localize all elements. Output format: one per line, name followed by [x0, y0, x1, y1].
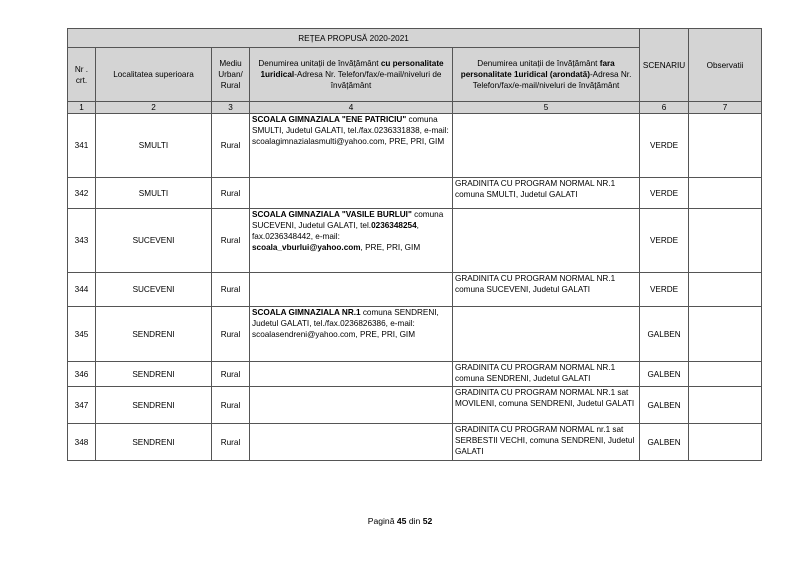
row-unit-with-legal-personality	[250, 273, 453, 307]
row-scenario: VERDE	[640, 209, 689, 273]
row-scenario: VERDE	[640, 114, 689, 178]
row-scenario: GALBEN	[640, 362, 689, 387]
row-unit-with-legal-personality	[250, 424, 453, 461]
row-unit-without-legal-personality: GRADINITA CU PROGRAM NORMAL nr.1 sat SERBESTII VECHI, comuna SENDRENI, Judetul GALATI	[453, 424, 640, 461]
row-environment: Rural	[212, 273, 250, 307]
row-environment: Rural	[212, 307, 250, 362]
header-cu-personalitate: Denumirea unitații de învățământ cu personalitate 1uridical-Adresa Nr. Telefon/fax/e-mail/niveluri de învățământ	[250, 48, 453, 102]
row-number: 347	[68, 387, 96, 424]
row-observations	[689, 362, 762, 387]
row-unit-without-legal-personality	[453, 114, 640, 178]
header-scenariu: SCENARIU	[640, 29, 689, 102]
row-unit-without-legal-personality: GRADINITA CU PROGRAM NORMAL NR.1 comuna SUCEVENI, Judetul GALATI	[453, 273, 640, 307]
row-locality: SENDRENI	[96, 387, 212, 424]
row-environment: Rural	[212, 178, 250, 209]
row-number: 346	[68, 362, 96, 387]
row-scenario: GALBEN	[640, 424, 689, 461]
row-unit-with-legal-personality	[250, 362, 453, 387]
row-locality: SENDRENI	[96, 307, 212, 362]
row-locality: SUCEVENI	[96, 209, 212, 273]
row-locality: SMULTI	[96, 178, 212, 209]
header-localitatea: Localitatea superioara	[96, 48, 212, 102]
row-scenario: VERDE	[640, 178, 689, 209]
row-observations	[689, 178, 762, 209]
row-observations	[689, 273, 762, 307]
header-nr-crt: Nr . crt.	[68, 48, 96, 102]
row-unit-without-legal-personality	[453, 307, 640, 362]
row-environment: Rural	[212, 424, 250, 461]
table-row	[68, 273, 762, 307]
column-number: 5	[453, 102, 640, 114]
row-number: 341	[68, 114, 96, 178]
row-unit-without-legal-personality: GRADINITA CU PROGRAM NORMAL NR.1 comuna SENDRENI, Judetul GALATI	[453, 362, 640, 387]
column-number: 1	[68, 102, 96, 114]
table-row	[68, 114, 762, 178]
row-number: 348	[68, 424, 96, 461]
row-scenario: GALBEN	[640, 307, 689, 362]
row-observations	[689, 307, 762, 362]
column-number: 4	[250, 102, 453, 114]
row-number: 343	[68, 209, 96, 273]
row-locality: SENDRENI	[96, 424, 212, 461]
row-unit-with-legal-personality: SCOALA GIMNAZIALA "ENE PATRICIU" comuna SMULTI, Judetul GALATI, tel./fax.0236331838, e-mail: scoalagimnazialasmulti@yahoo.com, PRE, PRI, GIM	[250, 114, 453, 178]
total-page-number: 52	[422, 516, 433, 526]
table-row	[68, 362, 762, 387]
row-locality: SMULTI	[96, 114, 212, 178]
table-title: REȚEA PROPUSĂ 2020-2021	[68, 29, 640, 48]
row-number: 342	[68, 178, 96, 209]
table-row	[68, 209, 762, 273]
column-number: 2	[96, 102, 212, 114]
header-mediu: Mediu Urban/ Rural	[212, 48, 250, 102]
row-unit-with-legal-personality: SCOALA GIMNAZIALA NR.1 comuna SENDRENI, Judetul GALATI, tel./fax.0236826386, e-mail: scoalasendreni@yahoo.com, PRE, PRI, GIM	[250, 307, 453, 362]
row-environment: Rural	[212, 362, 250, 387]
network-table	[67, 28, 762, 461]
row-observations	[689, 424, 762, 461]
row-number: 344	[68, 273, 96, 307]
page-footer: Pagină 45 din 52	[367, 516, 433, 526]
header-observatii: Observatii	[689, 29, 762, 102]
table-row	[68, 387, 762, 424]
row-environment: Rural	[212, 209, 250, 273]
row-unit-with-legal-personality: SCOALA GIMNAZIALA "VASILE BURLUI" comuna SUCEVENI, Judetul GALATI, tel.0236348254, fax.0236348442, e-mail: scoala_vburlui@yahoo.com, PRE, PRI, GIM	[250, 209, 453, 273]
column-number: 6	[640, 102, 689, 114]
row-locality: SENDRENI	[96, 362, 212, 387]
row-observations	[689, 209, 762, 273]
table-row	[68, 424, 762, 461]
row-number: 345	[68, 307, 96, 362]
column-number: 7	[689, 102, 762, 114]
row-scenario: GALBEN	[640, 387, 689, 424]
column-number-row	[68, 102, 762, 114]
row-observations	[689, 114, 762, 178]
row-environment: Rural	[212, 387, 250, 424]
row-locality: SUCEVENI	[96, 273, 212, 307]
row-environment: Rural	[212, 114, 250, 178]
row-observations	[689, 387, 762, 424]
header-fara-personalitate: Denumirea unitații de învățământ fara personalitate 1uridical (arondată)-Adresa Nr. Telefon/fax/e-mail/niveluri de învățământ	[453, 48, 640, 102]
row-unit-with-legal-personality	[250, 387, 453, 424]
row-scenario: VERDE	[640, 273, 689, 307]
table-row	[68, 307, 762, 362]
table-row	[68, 178, 762, 209]
row-unit-without-legal-personality: GRADINITA CU PROGRAM NORMAL NR.1 comuna SMULTI, Judetul GALATI	[453, 178, 640, 209]
row-unit-without-legal-personality: GRADINITA CU PROGRAM NORMAL NR.1 sat MOVILENI, comuna SENDRENI, Judetul GALATI	[453, 387, 640, 424]
row-unit-without-legal-personality	[453, 209, 640, 273]
column-number: 3	[212, 102, 250, 114]
row-unit-with-legal-personality	[250, 178, 453, 209]
current-page-number: 45	[396, 516, 407, 526]
